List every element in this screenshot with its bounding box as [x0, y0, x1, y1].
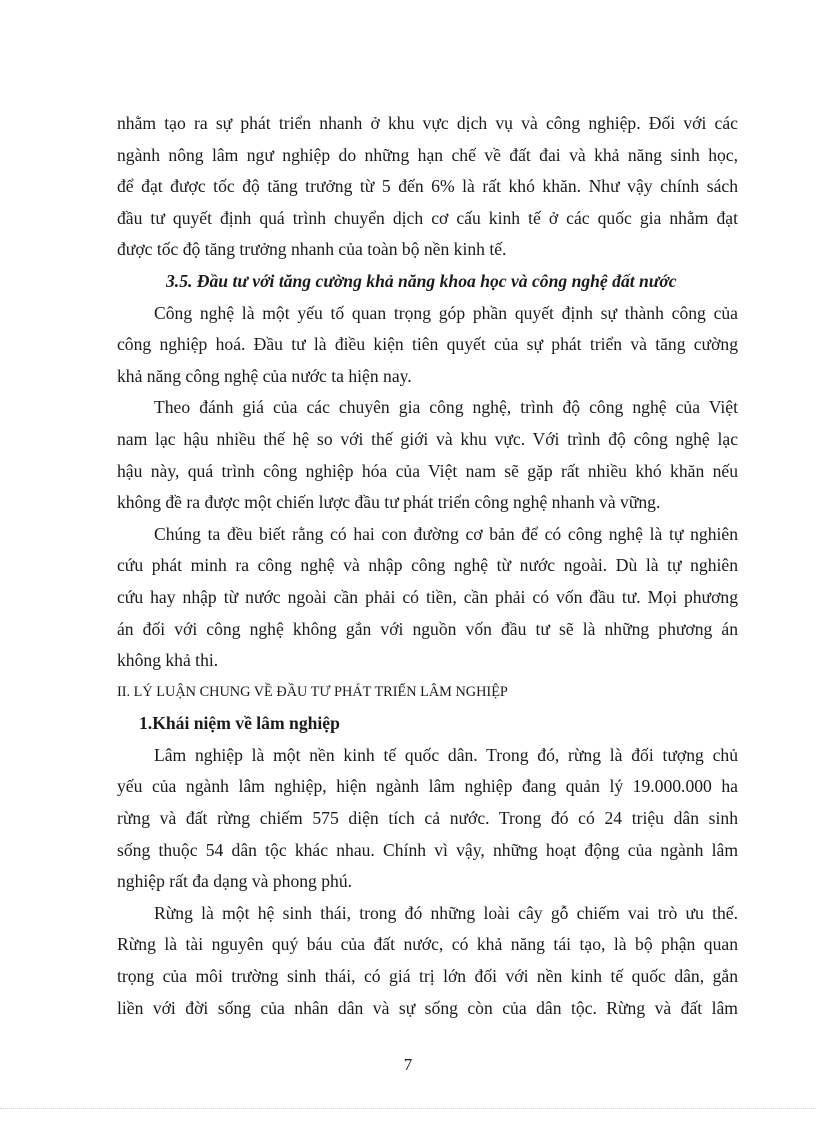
text-line: nam lạc hậu nhiều thế hệ so với thế giới và khu vực. Với trình độ công nghệ lạc [117, 428, 738, 449]
text-line: công nghiệp hoá. Đầu tư là điều kiện tiên quyết của sự phát triển và tăng cường [117, 334, 738, 355]
text-line: đầu tư quyết định quá trình chuyển dịch cơ cấu kinh tế ở các quốc gia nhằm đạt [117, 207, 738, 228]
page-body [117, 108, 738, 1024]
text-line: nhằm tạo ra sự phát triển nhanh ở khu vực dịch vụ và công nghiệp. Đối với các [117, 113, 738, 133]
text-line: sống thuộc 54 dân tộc khác nhau. Chính vì vậy, những hoạt động của ngành lâm [117, 839, 738, 860]
chapter-heading: II. LÝ LUẬN CHUNG VỀ ĐẦU TƯ PHÁT TRIỂN LÂM NGHIỆP [117, 683, 508, 700]
text-line: rừng và đất rừng chiếm 575 diện tích cả nước. Trong đó có 24 triệu dân sinh [117, 808, 738, 829]
text-line: cứu phát minh ra công nghệ và nhập công nghệ từ nước ngoài. Dù là tự nghiên [117, 555, 738, 576]
text-line: Chúng ta đều biết rằng có hai con đường cơ bản để có công nghệ là tự nghiên [154, 523, 738, 544]
subsection-heading: 1.Khái niệm về lâm nghiệp [139, 713, 340, 734]
text-line: Công nghệ là một yếu tố quan trọng góp phần quyết định sự thành công của [154, 302, 738, 323]
text-line: Lâm nghiệp là một nền kinh tế quốc dân. Trong đó, rừng là đối tượng chủ [154, 744, 738, 765]
text-line: án đối với công nghệ không gắn với nguồn vốn đầu tư sẽ là những phương án [117, 618, 738, 639]
page-number: 7 [403, 1055, 413, 1074]
text-line: trọng của môi trường sinh thái, có giá trị lớn đối với nền kinh tế quốc dân, gắn [117, 966, 738, 987]
page-bottom-divider [0, 1108, 816, 1109]
text-line: không khả thi. [117, 650, 219, 671]
text-line: khả năng công nghệ của nước ta hiện nay. [117, 365, 412, 386]
text-line: liền với đời sống của nhân dân và sự sống còn của dân tộc. Rừng và đất lâm [117, 997, 738, 1018]
text-line: nghiệp rất đa dạng và phong phú. [117, 871, 353, 892]
text-line: Rừng là tài nguyên quý báu của đất nước, có khả năng tái tạo, là bộ phận quan [117, 934, 738, 955]
text-line: để đạt được tốc độ tăng trưởng từ 5 đến 6% là rất khó khăn. Như vậy chính sách [117, 176, 738, 197]
text-line: được tốc độ tăng trưởng nhanh của toàn bộ nền kinh tế. [117, 239, 507, 260]
text-line: ngành nông lâm ngư nghiệp do những hạn chế về đất đai và khả năng sinh học, [117, 144, 738, 165]
text-line: Theo đánh giá của các chuyên gia công nghệ, trình độ công nghệ của Việt [154, 397, 738, 418]
text-line: Rừng là một hệ sinh thái, trong đó những loài cây gỗ chiếm vai trò ưu thế. [154, 902, 738, 923]
section-heading: 3.5. Đầu tư với tăng cường khả năng khoa học và công nghệ đất nước [166, 270, 677, 291]
text-line: yếu của ngành lâm nghiệp, hiện ngành lâm nghiệp đang quản lý 19.000.000 ha [117, 776, 738, 797]
text-line: hậu này, quá trình công nghiệp hóa của Việt nam sẽ gặp rất nhiều khó khăn nếu [117, 460, 738, 481]
text-line: không đề ra được một chiến lược đầu tư phát triển công nghệ nhanh và vững. [117, 492, 661, 513]
text-line: cứu hay nhập từ nước ngoài cần phải có tiền, cần phải có vốn đầu tư. Mọi phương [117, 586, 738, 607]
